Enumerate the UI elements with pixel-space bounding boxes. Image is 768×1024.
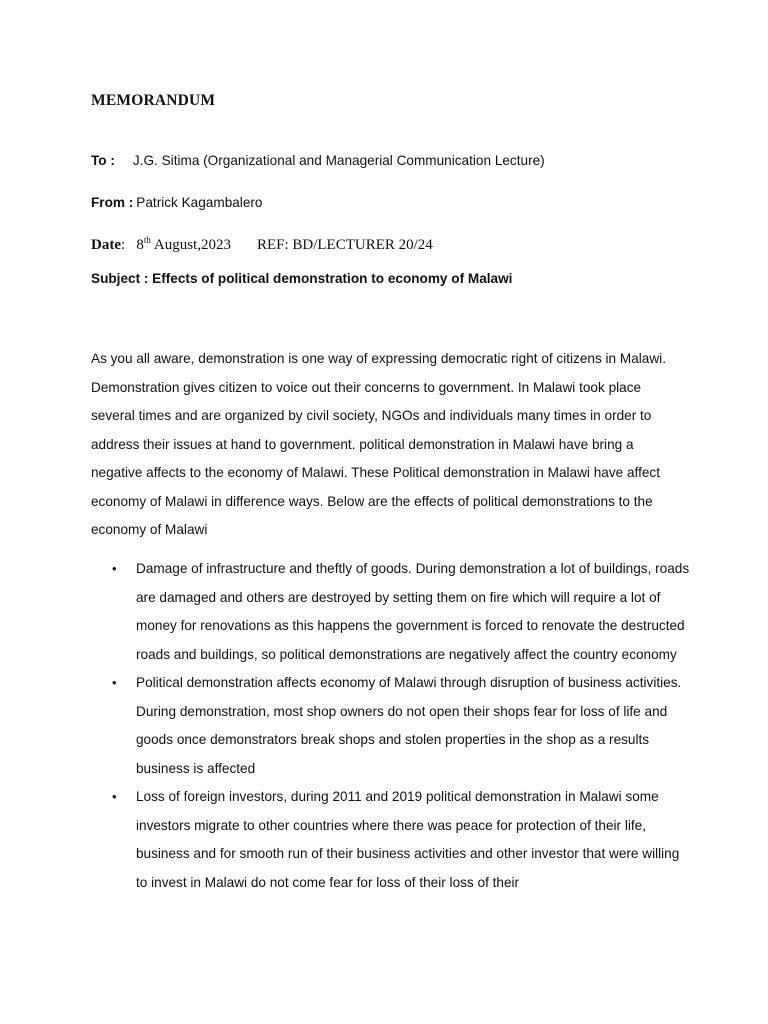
from-value: Patrick Kagambalero [136,195,263,210]
effects-list [91,555,691,897]
date-rest: August,2023 [150,237,231,253]
memo-to-line [91,153,545,168]
date-label: Date [91,237,121,253]
intro-paragraph: As you all aware, demonstration is one way of expressing democratic right of citizens in Malawi. Demonstration gives citizen to voice out their concerns to government. In Malawi took place several times and are organized by civil society, NGOs and individuals many times in order to address their issues at hand to government. political demonstration in Malawi have bring a negative affects to the economy of Malawi. These Political demonstration in Malawi have affect economy of Malawi in difference ways. Below are the effects of political demonstrations to the economy of Malawi [91,351,666,537]
memo-title: MEMORANDUM [91,92,216,109]
list-item-text: Damage of infrastructure and theftly of goods. During demonstration a lot of buildings, roads are damaged and others are destroyed by setting them on fire which will require a lot of money for renovations as this happens the government is forced to renovate the destructed roads and buildings, so political demonstrations are negatively affect the country economy [136,561,690,662]
list-item-text: Political demonstration affects economy of Malawi through disruption of business activities. During demonstration, most shop owners do not open their shops fear for loss of life and goods once demonstrators break shops and stolen properties in the shop as a results business is affected [136,675,682,776]
date-suffix: th [143,235,151,245]
from-label: From : [91,195,134,210]
memo-from-line [91,195,262,210]
bullet-icon: • [112,789,117,804]
bullet-icon: • [112,561,117,576]
list-item-text: Loss of foreign investors, during 2011 and 2019 political demonstration in Malawi some investors migrate to other countries where there was peace for protection of their life, business and for smooth run of their business activities and other investor that were willing to invest in Malawi do not come fear for loss of their loss of their [136,789,680,890]
list-item [91,555,691,669]
bullet-icon: • [112,675,117,690]
memo-reference: REF: BD/LECTURER 20/24 [256,237,433,253]
to-value: J.G. Sitima (Organizational and Managerial Communication Lecture) [132,153,545,168]
to-label: To : [91,153,115,168]
memo-subject: Subject : Effects of political demonstration to economy of Malawi [91,271,513,286]
list-item [91,669,691,783]
memo-date-line [91,235,433,254]
date-separator: : [121,237,126,253]
date-day: 8 [136,237,144,253]
list-item [91,783,691,897]
